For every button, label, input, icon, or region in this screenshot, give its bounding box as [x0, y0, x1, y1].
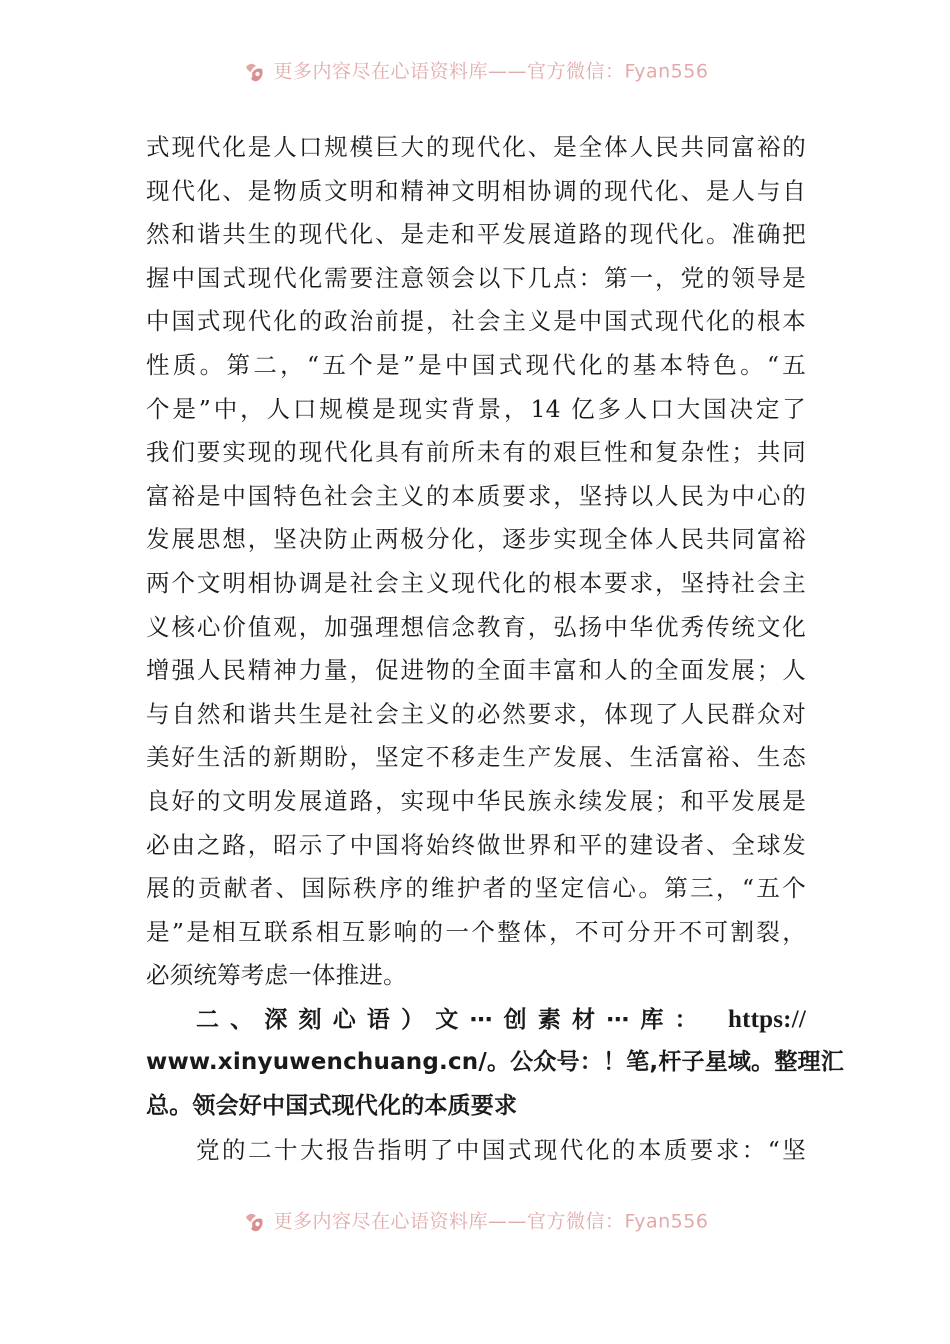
document-body [146, 126, 844, 1172]
watermark-text: 更多内容尽在心语资料库——官方微信：Fyan556 [273, 60, 709, 83]
sd-logo-icon [242, 59, 268, 85]
body-line: 必由之路，昭示了中国将始终做世界和平的建设者、全球发 [146, 830, 806, 859]
sd-logo-icon [242, 1209, 268, 1235]
body-line: 我们要实现的现代化具有前所未有的艰巨性和复杂性；共同 [146, 438, 806, 467]
body-line: 式现代化是人口规模巨大的现代化、是全体人民共同富裕的 [146, 133, 806, 161]
watermark-text: 更多内容尽在心语资料库——官方微信：Fyan556 [273, 1210, 709, 1233]
body-line: 然和谐共生的现代化、是走和平发展道路的现代化。准确把 [146, 220, 806, 249]
body-line: 握中国式现代化需要注意领会以下几点：第一，党的领导是 [146, 263, 806, 292]
body-line: 性质。第二，“五个是”是中国式现代化的基本特色。“五 [146, 350, 806, 379]
footer-watermark [0, 1206, 950, 1236]
body-line: 中国式现代化的政治前提，社会主义是中国式现代化的根本 [146, 307, 806, 336]
body-line: 是”是相互联系相互影响的一个整体，不可分开不可割裂， [146, 917, 806, 946]
body-line: 增强人民精神力量，促进物的全面丰富和人的全面发展；人 [146, 656, 806, 685]
body-line: 义核心价值观，加强理想信念教育，弘扬中华优秀传统文化 [146, 612, 806, 641]
body-line: 两个文明相协调是社会主义现代化的根本要求，坚持社会主 [146, 568, 806, 597]
body-line: 必须统筹考虑一体推进。 [146, 961, 407, 990]
body-line: 发展思想，坚决防止两极分化，逐步实现全体人民共同富裕 [146, 525, 806, 554]
body-line: 展的贡献者、国际秩序的维护者的坚定信心。第三，“五个 [146, 874, 806, 903]
section-title: 总。领会好中国式现代化的本质要求 [146, 1093, 518, 1120]
section-heading-line [146, 998, 806, 1042]
closing-paragraph-line: 党的二十大报告指明了中国式现代化的本质要求：“坚 [196, 1135, 806, 1164]
body-line: 良好的文明发展道路，实现中华民族永续发展；和平发展是 [146, 786, 806, 815]
body-line: 美好生活的新期盼，坚定不移走生产发展、生活富裕、生态 [146, 743, 806, 772]
section-heading-prefix: 二、深刻心语）文⋯创素材⋯库： [196, 1006, 709, 1033]
body-line: 与自然和谐共生是社会主义的必然要求，体现了人民群众对 [146, 699, 806, 728]
section-heading-line: www.xinyuwenchuang.cn/。公众号：！笔,杆子星域。整理汇 [146, 1049, 844, 1076]
body-line: 现代化、是物质文明和精神文明相协调的现代化、是人与自 [146, 176, 806, 205]
header-watermark [0, 56, 950, 86]
source-url-part: https:// [727, 1005, 806, 1033]
body-line: 富裕是中国特色社会主义的本质要求，坚持以人民为中心的 [146, 481, 806, 510]
body-line: 个是”中，人口规模是现实背景，14 亿多人口大国决定了 [146, 394, 806, 423]
